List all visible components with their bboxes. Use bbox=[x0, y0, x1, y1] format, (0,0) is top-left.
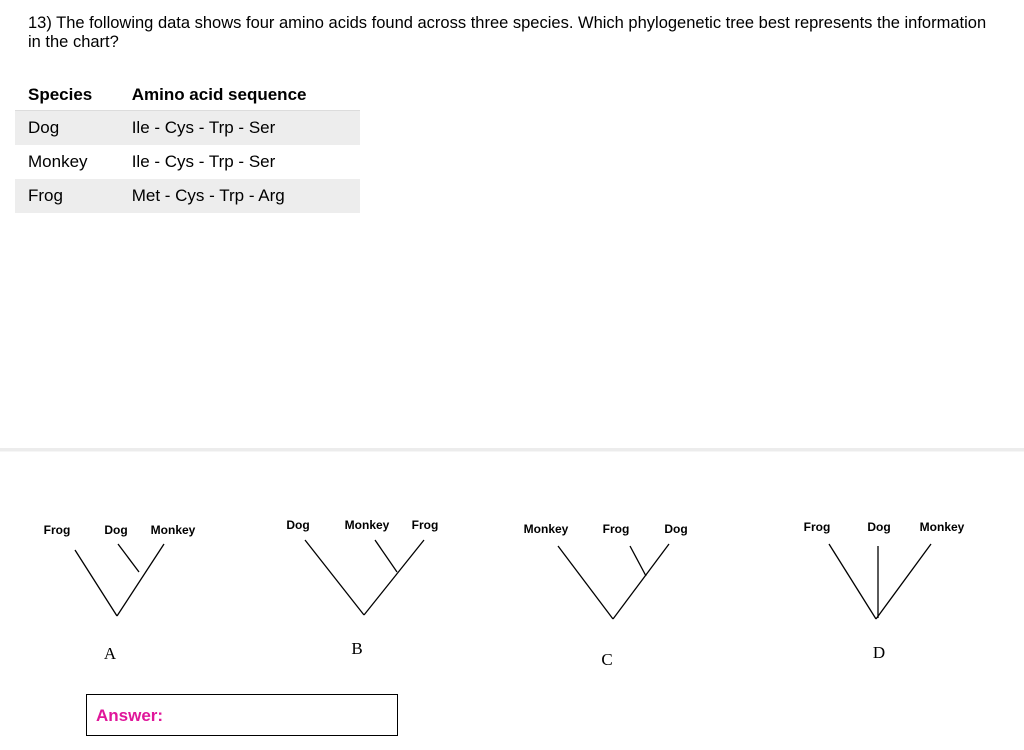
tree-d-branch bbox=[876, 544, 931, 619]
amino-acid-table bbox=[15, 80, 360, 213]
question-text: 13) The following data shows four amino acids found across three species. Which phylogenetic tree best represents the information in the chart? bbox=[28, 14, 987, 51]
tree-a-branch bbox=[117, 544, 164, 616]
answer-field[interactable] bbox=[86, 694, 398, 736]
tree-b-letter: B bbox=[351, 639, 363, 658]
species-cell: Dog bbox=[15, 111, 114, 146]
answer-label: Answer: bbox=[96, 706, 164, 725]
species-cell: Frog bbox=[15, 179, 114, 213]
tree-b-branch bbox=[305, 540, 364, 615]
tree-b-branch bbox=[375, 540, 397, 572]
table-header-row bbox=[15, 80, 360, 111]
tree-b-taxon-2: Monkey bbox=[344, 518, 390, 532]
phylogenetic-trees bbox=[0, 500, 1024, 680]
section-divider bbox=[0, 448, 1024, 452]
sequence-cell: Met - Cys - Trp - Arg bbox=[114, 179, 360, 213]
tree-a-taxon-3: Monkey bbox=[150, 523, 196, 537]
tree-a-taxon-1: Frog bbox=[43, 523, 71, 537]
tree-d-taxon-1: Frog bbox=[803, 520, 831, 534]
tree-c-branch bbox=[558, 546, 613, 619]
tree-c-branch bbox=[613, 544, 669, 619]
tree-c-letter: C bbox=[601, 650, 613, 669]
tree-d-taxon-3: Monkey bbox=[919, 520, 965, 534]
tree-c-branch bbox=[630, 546, 646, 576]
sequence-cell: Ile - Cys - Trp - Ser bbox=[131, 152, 276, 171]
tree-option-c[interactable] bbox=[524, 522, 688, 669]
tree-option-b[interactable] bbox=[286, 518, 438, 658]
header-sequence: Amino acid sequence bbox=[114, 80, 360, 111]
table-row bbox=[15, 145, 360, 179]
species-cell: Monkey bbox=[28, 152, 88, 171]
tree-option-a[interactable] bbox=[44, 523, 196, 663]
tree-c-taxon-1: Monkey bbox=[523, 522, 569, 536]
table-row bbox=[15, 179, 360, 213]
tree-d-letter: D bbox=[872, 643, 886, 662]
tree-a-taxon-2: Dog bbox=[104, 523, 128, 537]
tree-b-taxon-1: Dog bbox=[286, 518, 310, 532]
tree-a-branch bbox=[75, 550, 117, 616]
tree-b-branch bbox=[364, 540, 424, 615]
tree-b-taxon-3: Frog bbox=[411, 518, 439, 532]
tree-option-d[interactable] bbox=[804, 520, 965, 662]
tree-c-taxon-3: Dog bbox=[664, 522, 688, 536]
tree-d-taxon-2: Dog bbox=[867, 520, 891, 534]
tree-d-branch bbox=[829, 544, 876, 619]
tree-c-taxon-2: Frog bbox=[602, 522, 630, 536]
header-species: Species bbox=[15, 80, 114, 111]
table-row bbox=[15, 111, 360, 146]
tree-a-letter: A bbox=[103, 644, 117, 663]
tree-a-branch bbox=[118, 544, 139, 572]
sequence-cell: Ile - Cys - Trp - Ser bbox=[114, 111, 360, 146]
